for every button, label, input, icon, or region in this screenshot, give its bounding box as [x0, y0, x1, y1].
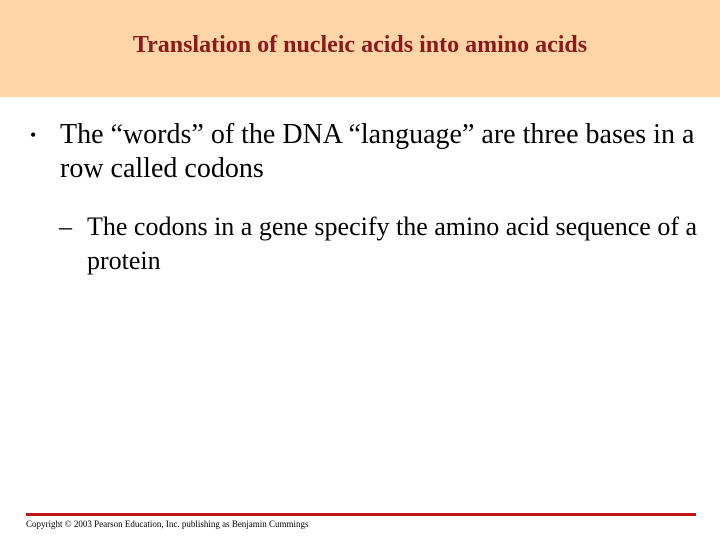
- title-band: [0, 0, 720, 97]
- bullet-text: The “words” of the DNA “language” are three bases in a row called codons: [60, 119, 695, 184]
- copyright-notice: Copyright © 2003 Pearson Education, Inc. publishing as Benjamin Cummings: [26, 519, 309, 529]
- bullet-marker: •: [30, 125, 37, 145]
- sub-bullet-text: The codons in a gene specify the amino acid sequence of a protein: [87, 212, 698, 275]
- footer-divider: [26, 513, 696, 516]
- bullet-item: [28, 118, 708, 186]
- sub-bullet-marker: –: [59, 212, 72, 241]
- slide-body: [28, 118, 708, 278]
- sub-bullet-item: [59, 210, 708, 278]
- slide-title: Translation of nucleic acids into amino acids: [132, 32, 588, 58]
